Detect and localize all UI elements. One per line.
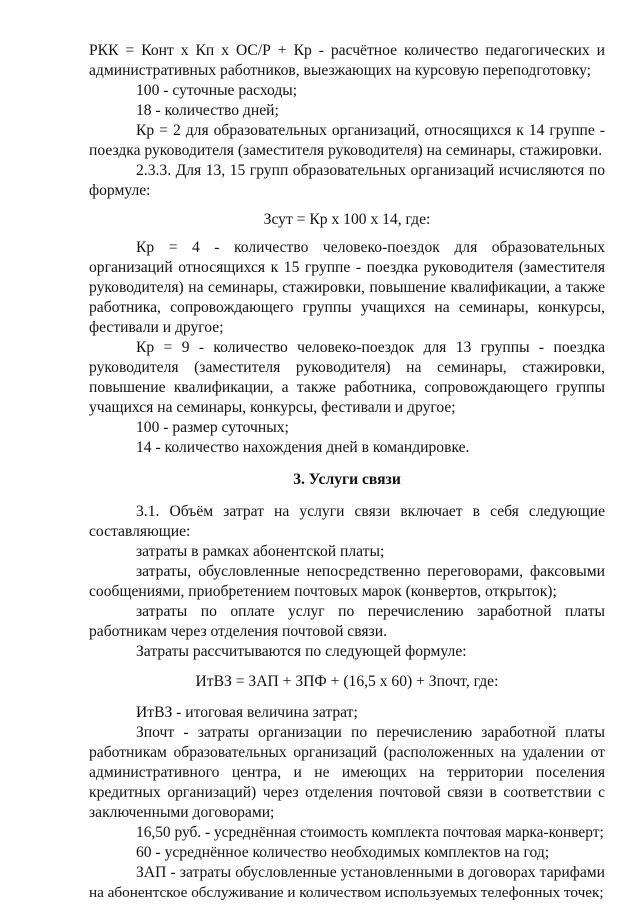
text-line: Кр = 9 - количество человеко-поездок для 13 группы - поездка	[136, 339, 605, 356]
text-line: составляющие:	[89, 523, 191, 540]
text-line: кредитных организаций) через отделения почтовой связи в соответствии с	[89, 784, 605, 801]
text-line: затраты в рамках абонентской платы;	[136, 543, 385, 560]
text-line: руководителя (заместителя руководителя) на семинары, стажировки,	[89, 359, 605, 376]
text-line: учащихся на семинары, конкурсы, фестивали и другое;	[89, 399, 456, 416]
text-line: работника, сопровождающего группы учащихся на семинары, конкурсы,	[89, 299, 605, 316]
text-line: 16,50 руб. - усреднённая стоимость комплекта почтовая марка-конверт;	[136, 824, 604, 841]
text-line: работникам образовательных организаций (расположенных на удалении от	[89, 744, 605, 761]
text-line: Кр = 4 - количество человеко-поездок для образовательных	[136, 239, 605, 256]
text-line: ИтВЗ - итоговая величина затрат;	[136, 704, 358, 721]
text-line: на абонентское обслуживание и количеством используемых телефонных точек;	[89, 884, 604, 901]
text-line: Затраты рассчитываются по следующей формуле:	[136, 643, 467, 660]
text-line: фестивали и другое;	[89, 319, 224, 336]
text-line: затраты по оплате услуг по перечислению заработной платы	[136, 603, 605, 620]
text-line: затраты, обусловленные непосредственно переговорами, факсовыми	[136, 563, 605, 580]
formula: ИтВЗ = ЗАП + ЗПФ + (16,5 х 60) + Зпочт, где:	[195, 673, 499, 690]
formula: Зсут = Кр х 100 х 14, где:	[263, 211, 431, 228]
text-line: 3.1. Объём затрат на услуги связи включает в себя следующие	[136, 503, 605, 520]
text-line: Кр = 2 для образовательных организаций, относящихся к 14 группе -	[136, 122, 605, 139]
text-line: повышение квалификации, а также работника, сопровождающего группы	[89, 379, 605, 396]
text-line: заключенными договорами;	[89, 804, 275, 821]
section-heading: 3. Услуги связи	[293, 471, 401, 488]
text-line: административных работников, выезжающих на курсовую переподготовку;	[89, 62, 592, 79]
text-line: организаций относящихся к 15 группе - поездка руководителя (заместителя	[89, 259, 605, 276]
text-line: поездка руководителя (заместителя руководителя) на семинары, стажировки.	[89, 142, 603, 159]
text-line: РКК = Конт х Кп х ОС/Р + Кр - расчётное количество педагогических и	[89, 42, 605, 59]
text-line: 2.3.3. Для 13, 15 групп образовательных организаций исчисляются по	[136, 162, 605, 179]
text-line: 100 - размер суточных;	[136, 419, 289, 436]
text-line: Зпочт - затраты организации по перечислению заработной платы	[136, 724, 605, 741]
text-line: руководителя) на семинары, стажировки, повышение квалификации, а также	[89, 279, 605, 296]
text-line: 100 - суточные расходы;	[136, 82, 298, 99]
text-line: 60 - усреднённое количество необходимых комплектов на год;	[136, 844, 550, 861]
text-line: 18 - количество дней;	[136, 102, 279, 119]
text-line: ЗАП - затраты обусловленные установленными в договорах тарифами	[136, 864, 605, 881]
text-line: административного центра, и не имеющих на территории поселения	[89, 764, 605, 781]
text-line: формуле:	[89, 182, 151, 199]
text-line: 14 - количество нахождения дней в командировке.	[136, 439, 470, 456]
text-line: сообщениями, приобретением почтовых марок (конвертов, открыток);	[89, 583, 557, 600]
text-line: работникам через отделения почтовой связи.	[89, 623, 387, 640]
